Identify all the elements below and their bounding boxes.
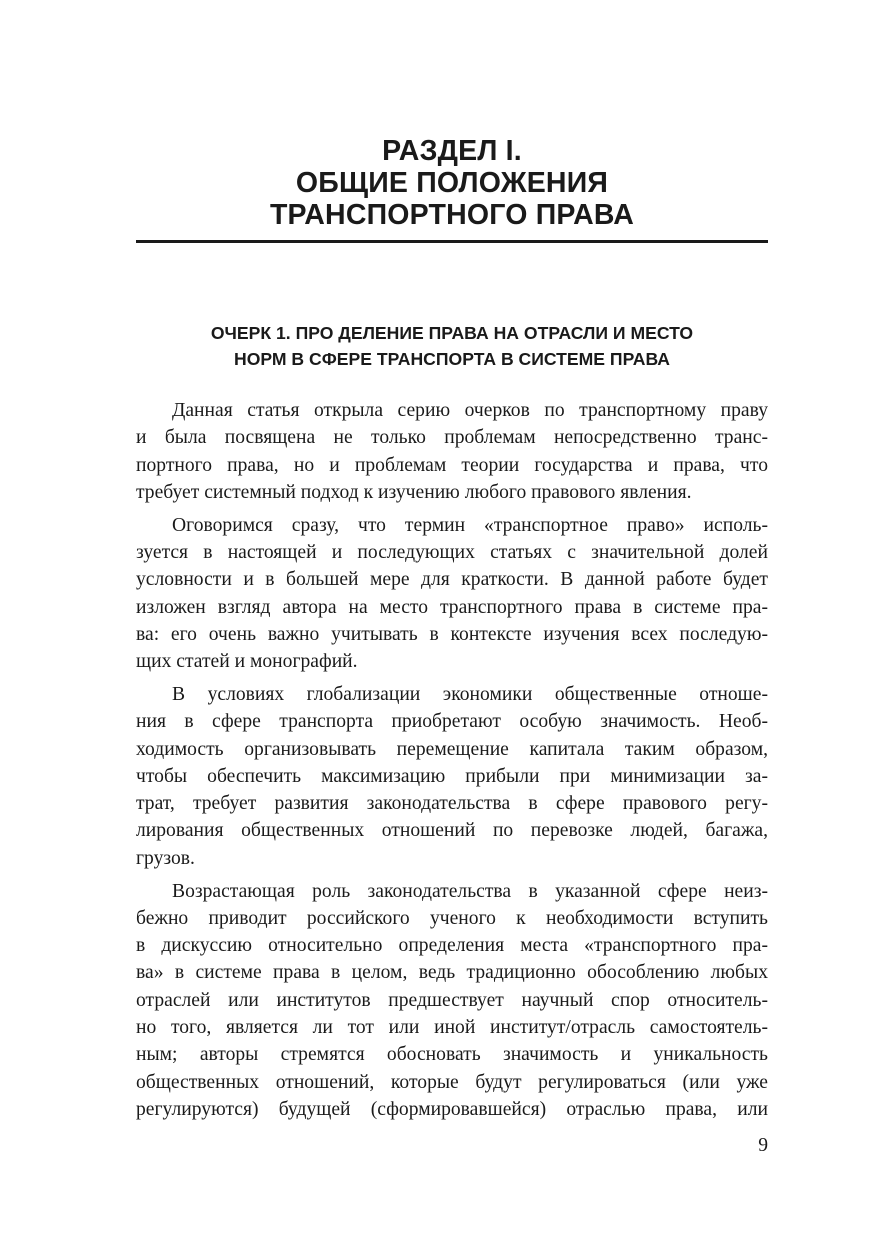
text-line: но того, является ли тот или иной институт/отрасль самостоятель- (136, 1017, 768, 1039)
text-line: отраслей или институтов предшествует научный спор относитель- (136, 989, 768, 1011)
text-line: грузов. (136, 847, 195, 869)
essay-title-line: ОЧЕРК 1. ПРО ДЕЛЕНИЕ ПРАВА НА ОТРАСЛИ И МЕСТО (210, 323, 694, 343)
text-line: бежно приводит российского ученого к необходимости вступить (136, 907, 768, 929)
text-line: ва: его очень важно учитывать в контексте изучения всех последую- (136, 623, 768, 645)
text-line: Оговоримся сразу, что термин «транспортное право» исполь- (172, 514, 768, 536)
text-line: и была посвящена не только проблемам непосредственно транс- (136, 427, 768, 449)
text-line: чтобы обеспечить максимизацию прибыли при минимизации за- (136, 765, 768, 787)
section-title-line: РАЗДЕЛ I. (382, 135, 522, 167)
text-line: Данная статья открыла серию очерков по транспортному праву (172, 400, 768, 421)
paragraph-4 (136, 878, 768, 1124)
text-line: ным; авторы стремятся обосновать значимость и уникальность (136, 1044, 768, 1066)
text-line: изложен взгляд автора на место транспортного права в системе пра- (136, 596, 768, 618)
section-title-line: ТРАНСПОРТНОГО ПРАВА (269, 199, 635, 231)
text-line: зуется в настоящей и последующих статьях с значительной долей (136, 541, 768, 563)
text-line: Возрастающая роль законодательства в указанной сфере неиз- (172, 880, 768, 902)
title-divider (136, 240, 768, 243)
text-line: в дискуссию относительно определения места «транспортного пра- (136, 935, 768, 957)
text-line: регулируются) будущей (сформировавшейся) отраслью права, или (136, 1098, 768, 1120)
page-number: 9 (758, 1135, 768, 1156)
text-line: ва» в системе права в целом, ведь традиционно обособлению любых (136, 962, 768, 984)
text-line: портного права, но и проблемам теории государства и права, что (136, 454, 768, 476)
body-text (136, 397, 768, 1129)
essay-title (136, 320, 768, 372)
text-line: ния в сфере транспорта приобретают особую значимость. Необ- (136, 711, 768, 733)
text-line: щих статей и монографий. (136, 651, 358, 673)
text-line: требует системный подход к изучению любого правового явления. (136, 481, 692, 503)
text-line: условности и в большей мере для краткости. В данной работе будет (136, 569, 768, 591)
paragraph-1 (136, 397, 768, 506)
text-line: лирования общественных отношений по перевозке людей, багажа, (136, 820, 768, 842)
paragraph-2 (136, 512, 768, 676)
text-line: общественных отношений, которые будут регулироваться (или уже (136, 1071, 768, 1093)
section-title-line: ОБЩИЕ ПОЛОЖЕНИЯ (295, 167, 609, 199)
text-line: трат, требует развития законодательства в сфере правового регу- (136, 793, 768, 815)
paragraph-3 (136, 681, 768, 872)
section-title (136, 135, 768, 231)
essay-title-line: НОРМ В СФЕРЕ ТРАНСПОРТА В СИСТЕМЕ ПРАВА (233, 349, 670, 369)
text-line: ходимость организовывать перемещение капитала таким образом, (136, 738, 768, 760)
text-line: В условиях глобализации экономики общественные отноше- (172, 683, 768, 705)
